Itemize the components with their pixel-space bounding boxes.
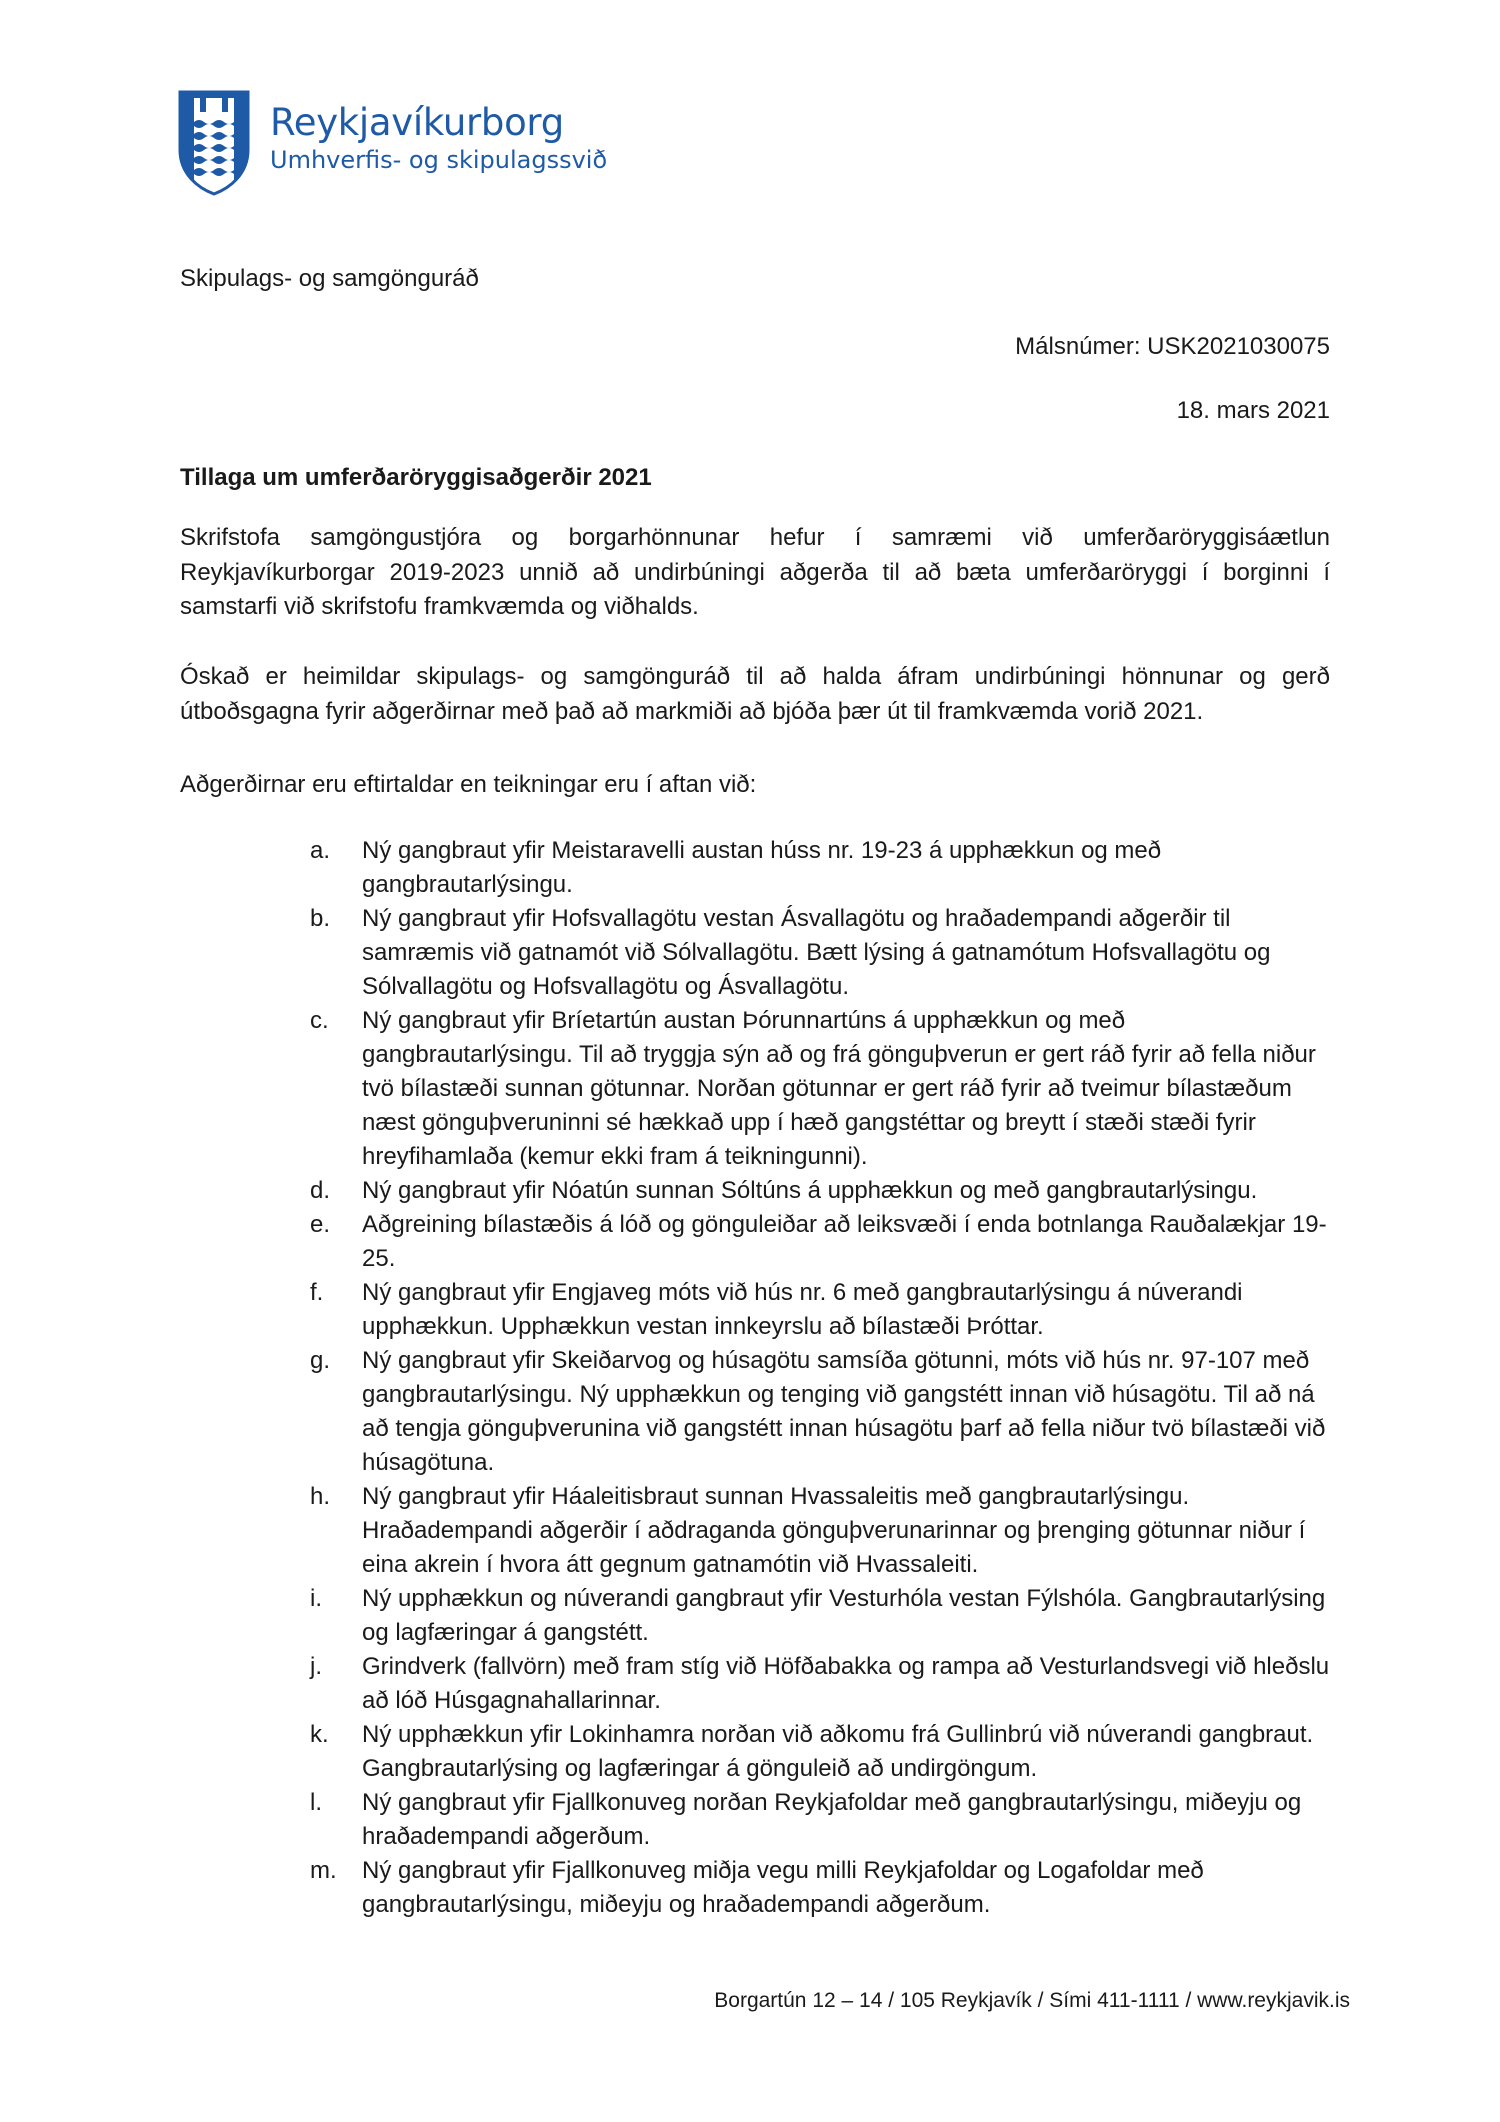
list-item — [310, 1344, 1340, 1480]
list-letter: d. — [310, 1177, 331, 1204]
list-item-text: Ný upphækkun og núverandi gangbraut yfir Vesturhóla vestan Fýlshóla. Gangbrautarlýsing og lagfæringar á gangstétt. — [362, 1585, 1326, 1646]
paragraph-list-intro: Aðgerðirnar eru eftirtaldar en teikningar eru í aftan við: — [180, 771, 757, 798]
case-number: Málsnúmer: USK2021030075 — [1015, 333, 1330, 360]
list-letter: j. — [310, 1653, 322, 1680]
list-item — [310, 1582, 1340, 1650]
list-letter: c. — [310, 1007, 329, 1034]
list-item-text: Ný gangbraut yfir Meistaravelli austan húss nr. 19-23 á upphækkun og með gangbrautarlýsingu. — [362, 837, 1162, 898]
paragraph-request: Óskað er heimildar skipulags- og samgönguráð til að halda áfram undirbúningi hönnunar og gerð útboðsgagna fyrir aðgerðirnar með það að markmiði að bjóða þær út til framkvæmda vorið 2021. — [180, 663, 1330, 725]
list-item-text: Ný gangbraut yfir Háaleitisbraut sunnan Hvassaleitis með gangbrautarlýsingu. Hraðadempandi aðgerðir í aðdraganda gönguþverunarinnar og þrenging götunnar niður í eina akrein í hvora átt gegnum gatnamótin við Hvassaleiti. — [362, 1483, 1306, 1578]
org-name: Reykjavíkurborg — [270, 101, 564, 144]
list-letter: h. — [310, 1483, 331, 1510]
paragraph-intro: Skrifstofa samgöngustjóra og borgarhönnunar hefur í samræmi við umferðaröryggisáætlun Reykjavíkurborgar 2019-2023 unnið að undirbúningi aðgerða til að bæta umferðaröryggi í borginni í samstarfi við skrifstofu framkvæmda og viðhalds. — [180, 524, 1330, 620]
list-item — [310, 1854, 1340, 1922]
list-letter: m. — [310, 1857, 337, 1884]
list-item — [310, 1208, 1340, 1276]
brand-block — [270, 102, 607, 174]
list-item — [310, 1718, 1340, 1786]
list-item-text: Grindverk (fallvörn) með fram stíg við Höfðabakka og rampa að Vesturlandsvegi við hleðslu að lóð Húsgagnahallarinnar. — [362, 1653, 1330, 1714]
list-item-text: Ný upphækkun yfir Lokinhamra norðan við aðkomu frá Gullinbrú við núverandi gangbraut. Gangbrautarlýsing og lagfæringar á gönguleið að undirgöngum. — [362, 1721, 1314, 1782]
list-item-text: Ný gangbraut yfir Skeiðarvog og húsagötu samsíða götunni, móts við hús nr. 97-107 með gangbrautarlýsingu. Ný upphækkun og tenging við gangstétt innan við húsagötu. Til að ná að tengja gönguþverunina við gangstétt innan húsagötu þarf að fella niður tvö bílastæði við húsagötuna. — [362, 1347, 1326, 1476]
document-title: Tillaga um umferðaröryggisaðgerðir 2021 — [180, 464, 652, 491]
list-item-text: Ný gangbraut yfir Fjallkonuveg miðja vegu milli Reykjafoldar og Logafoldar með gangbrautarlýsingu, miðeyju og hraðadempandi aðgerðum. — [362, 1857, 1204, 1918]
list-letter: a. — [310, 837, 331, 864]
list-item-text: Ný gangbraut yfir Engjaveg móts við hús nr. 6 með gangbrautarlýsingu á núverandi upphækkun. Upphækkun vestan innkeyrslu að bílastæði Þróttar. — [362, 1279, 1243, 1340]
list-letter: i. — [310, 1585, 322, 1612]
list-letter: g. — [310, 1347, 331, 1374]
list-item-text: Ný gangbraut yfir Fjallkonuveg norðan Reykjafoldar með gangbrautarlýsingu, miðeyju og hraðadempandi aðgerðum. — [362, 1789, 1302, 1850]
list-item-text: Ný gangbraut yfir Bríetartún austan Þórunnartúns á upphækkun og með gangbrautarlýsingu. Til að tryggja sýn að og frá gönguþverun er gert ráð fyrir að fella niður tvö bílastæði sunnan götunnar. Norðan götunnar er gert ráð fyrir að tveimur bílastæðum næst gönguþveruninni sé hækkað upp í hæð gangstéttar og breytt í stæði stæði fyrir hreyfihamlaða (kemur ekki fram á teikningunni). — [362, 1007, 1316, 1170]
list-letter: k. — [310, 1721, 329, 1748]
list-letter: b. — [310, 905, 331, 932]
list-item — [310, 1650, 1340, 1718]
list-item — [310, 902, 1340, 1004]
list-item-text: Ný gangbraut yfir Hofsvallagötu vestan Ásvallagötu og hraðadempandi aðgerðir til samræmis við gatnamót við Sólvallagötu. Bætt lýsing á gatnamótum Hofsvallagötu og Sólvallagötu og Hofsvallagötu og Ásvallagötu. — [362, 905, 1271, 1000]
footer-contact: Borgartún 12 – 14 / 105 Reykjavík / Sími 411-1111 / www.reykjavik.is — [714, 1989, 1350, 2012]
list-item-text: Ný gangbraut yfir Nóatún sunnan Sóltúns á upphækkun og með gangbrautarlýsingu. — [362, 1177, 1258, 1204]
document-date: 18. mars 2021 — [1176, 397, 1330, 424]
recipient: Skipulags- og samgönguráð — [180, 265, 479, 292]
list-item-text: Aðgreining bílastæðis á lóð og gönguleiðar að leiksvæði í enda botnlanga Rauðalækjar 19-25. — [362, 1211, 1327, 1272]
list-item — [310, 1174, 1340, 1208]
list-letter: e. — [310, 1211, 331, 1238]
measures-list — [310, 834, 1340, 1922]
list-item — [310, 1004, 1340, 1174]
list-item — [310, 1786, 1340, 1854]
department-name: Umhverfis- og skipulagssvið — [270, 146, 608, 174]
list-letter: l. — [310, 1789, 322, 1816]
city-crest-icon — [178, 88, 250, 196]
list-item — [310, 834, 1340, 902]
list-item — [310, 1480, 1340, 1582]
list-letter: f. — [310, 1279, 324, 1306]
list-item — [310, 1276, 1340, 1344]
letterhead-logo — [178, 88, 607, 196]
